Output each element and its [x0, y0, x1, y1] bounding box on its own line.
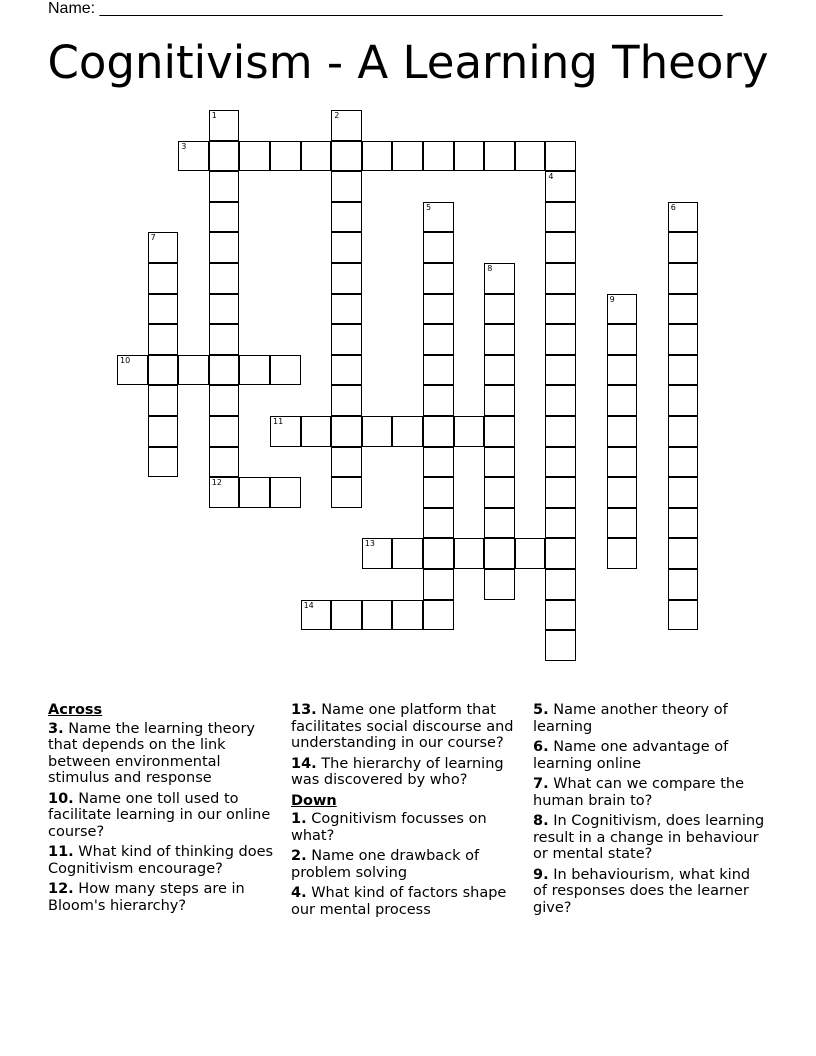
clue-text: How many steps are in Bloom's hierarchy?	[48, 881, 245, 914]
grid-cell[interactable]	[607, 324, 638, 355]
grid-cell[interactable]	[545, 569, 576, 600]
grid-cell[interactable]	[209, 141, 240, 172]
grid-cell[interactable]	[545, 447, 576, 478]
grid-cell[interactable]	[178, 141, 209, 172]
grid-cell[interactable]	[454, 141, 485, 172]
grid-cell[interactable]	[270, 416, 301, 447]
grid-cell[interactable]	[209, 385, 240, 416]
grid-cell[interactable]	[423, 600, 454, 631]
grid-cell[interactable]	[484, 385, 515, 416]
grid-cell[interactable]	[545, 630, 576, 661]
grid-cell[interactable]	[148, 416, 179, 447]
grid-cell[interactable]	[607, 447, 638, 478]
grid-cell[interactable]	[668, 508, 699, 539]
grid-cell[interactable]	[331, 416, 362, 447]
clue-text: What kind of thinking does Cognitivism encourage?	[48, 844, 274, 877]
name-field-label: Name: ______________________________________________________________________	[48, 0, 723, 17]
clue-text: Name one toll used to facilitate learning in our online course?	[48, 790, 271, 840]
clue-down-5	[533, 702, 765, 735]
grid-cell[interactable]	[545, 385, 576, 416]
clue-down-6	[533, 739, 765, 772]
clue-number-label: 8	[487, 264, 493, 273]
grid-cell[interactable]	[362, 538, 393, 569]
grid-cell[interactable]	[209, 110, 240, 141]
clue-number-label: 3	[181, 141, 187, 151]
grid-cell[interactable]	[545, 232, 576, 263]
grid-cell[interactable]	[331, 477, 362, 508]
grid-cell[interactable]	[301, 416, 332, 447]
grid-cell[interactable]	[545, 202, 576, 233]
clue-number-label: 10	[120, 355, 131, 365]
grid-cell[interactable]	[668, 263, 699, 294]
grid-cell[interactable]	[484, 294, 515, 325]
clue-across-11	[48, 844, 280, 877]
grid-cell[interactable]	[668, 447, 699, 478]
grid-cell[interactable]	[484, 141, 515, 172]
clue-text: In Cognitivism, does learning result in a change in behaviour or mental state?	[533, 813, 765, 862]
grid-cell[interactable]	[484, 477, 515, 508]
clue-number: 7.	[533, 776, 549, 792]
grid-cell[interactable]	[178, 355, 209, 386]
grid-cell[interactable]	[331, 355, 362, 386]
grid-cell[interactable]	[423, 538, 454, 569]
clue-text: In behaviourism, what kind of responses does the learner give?	[533, 866, 751, 916]
grid-cell[interactable]	[545, 538, 576, 569]
grid-cell[interactable]	[331, 202, 362, 233]
grid-cell[interactable]	[423, 447, 454, 478]
grid-cell[interactable]	[607, 294, 638, 325]
grid-cell[interactable]	[331, 294, 362, 325]
grid-cell[interactable]	[545, 477, 576, 508]
clue-text: What kind of factors shape our mental process	[291, 885, 507, 918]
grid-cell[interactable]	[545, 600, 576, 631]
grid-cell[interactable]	[362, 600, 393, 631]
grid-cell[interactable]	[423, 355, 454, 386]
grid-cell[interactable]	[209, 355, 240, 386]
clue-across-13	[291, 702, 523, 752]
grid-cell[interactable]	[209, 202, 240, 233]
grid-cell[interactable]	[209, 447, 240, 478]
grid-cell[interactable]	[423, 141, 454, 172]
grid-cell[interactable]	[148, 232, 179, 263]
grid-cell[interactable]	[331, 171, 362, 202]
clue-number-label: 14	[303, 600, 314, 610]
grid-cell[interactable]	[331, 110, 362, 141]
clue-across-12	[48, 881, 280, 914]
clue-number-label: 6	[670, 202, 676, 212]
grid-cell[interactable]	[423, 477, 454, 508]
grid-cell[interactable]	[331, 324, 362, 355]
clue-down-4	[291, 885, 523, 918]
grid-cell[interactable]	[331, 447, 362, 478]
grid-cell[interactable]	[607, 385, 638, 416]
across-heading: Across	[48, 702, 103, 718]
grid-cell[interactable]	[484, 538, 515, 569]
grid-cell[interactable]	[668, 202, 699, 233]
grid-cell[interactable]	[392, 416, 423, 447]
clue-number-label: 11	[273, 417, 284, 426]
grid-cell[interactable]	[362, 141, 393, 172]
grid-cell[interactable]	[668, 416, 699, 447]
grid-cell[interactable]	[484, 569, 515, 600]
grid-cell[interactable]	[545, 141, 576, 172]
grid-cell[interactable]	[331, 263, 362, 294]
grid-cell[interactable]	[423, 508, 454, 539]
clue-number: 11.	[48, 844, 74, 860]
grid-cell[interactable]	[668, 294, 699, 325]
grid-cell[interactable]	[515, 141, 546, 172]
clue-down-7	[533, 776, 765, 809]
grid-cell[interactable]	[545, 171, 576, 202]
grid-cell[interactable]	[668, 232, 699, 263]
grid-cell[interactable]	[270, 141, 301, 172]
grid-cell[interactable]	[668, 324, 699, 355]
page-title: Cognitivism - A Learning Theory	[47, 36, 769, 89]
grid-cell[interactable]	[423, 232, 454, 263]
grid-cell[interactable]	[423, 569, 454, 600]
grid-cell[interactable]	[484, 263, 515, 294]
grid-cell[interactable]	[607, 355, 638, 386]
grid-cell[interactable]	[392, 600, 423, 631]
grid-cell[interactable]	[270, 477, 301, 508]
grid-cell[interactable]	[668, 600, 699, 631]
clue-number-label: 9	[609, 294, 615, 304]
grid-cell[interactable]	[148, 263, 179, 294]
clue-text: What can we compare the human brain to?	[533, 776, 744, 809]
clue-number-label: 13	[364, 539, 375, 549]
grid-cell[interactable]	[209, 477, 240, 508]
clue-across-14	[291, 756, 523, 789]
grid-cell[interactable]	[607, 416, 638, 447]
grid-cell[interactable]	[607, 477, 638, 508]
grid-cell[interactable]	[209, 324, 240, 355]
clue-number: 4.	[291, 885, 307, 901]
grid-cell[interactable]	[301, 600, 332, 631]
clue-number-label: 4	[548, 172, 554, 182]
grid-cell[interactable]	[117, 355, 148, 386]
grid-cell[interactable]	[209, 232, 240, 263]
grid-cell[interactable]	[454, 416, 485, 447]
grid-cell[interactable]	[668, 385, 699, 416]
clue-number: 2.	[291, 848, 307, 864]
clue-across-3	[48, 721, 280, 787]
grid-cell[interactable]	[423, 416, 454, 447]
grid-cell[interactable]	[331, 232, 362, 263]
grid-cell[interactable]	[209, 416, 240, 447]
clue-number: 13.	[291, 702, 317, 718]
clue-number-label: 2	[334, 111, 340, 120]
grid-cell[interactable]	[545, 508, 576, 539]
grid-cell[interactable]	[423, 324, 454, 355]
grid-cell[interactable]	[362, 416, 393, 447]
grid-cell[interactable]	[148, 324, 179, 355]
grid-cell[interactable]	[392, 538, 423, 569]
grid-cell[interactable]	[484, 324, 515, 355]
grid-cell[interactable]	[668, 355, 699, 386]
grid-cell[interactable]	[668, 569, 699, 600]
grid-cell[interactable]	[454, 538, 485, 569]
clue-number-label: 7	[150, 233, 156, 243]
clue-number-label: 12	[211, 478, 222, 488]
grid-cell[interactable]	[331, 385, 362, 416]
grid-cell[interactable]	[239, 477, 270, 508]
grid-cell[interactable]	[209, 263, 240, 294]
grid-cell[interactable]	[331, 600, 362, 631]
grid-cell[interactable]	[484, 416, 515, 447]
clue-text: The hierarchy of learning was discovered by who?	[291, 755, 504, 788]
clue-number: 6.	[533, 739, 549, 755]
clue-number: 10.	[48, 790, 74, 807]
grid-cell[interactable]	[239, 355, 270, 386]
clue-number: 5.	[533, 702, 549, 718]
grid-cell[interactable]	[148, 355, 179, 386]
grid-cell[interactable]	[331, 141, 362, 172]
grid-cell[interactable]	[545, 416, 576, 447]
grid-cell[interactable]	[484, 508, 515, 539]
clue-number: 12.	[48, 881, 74, 897]
grid-cell[interactable]	[270, 355, 301, 386]
grid-cell[interactable]	[148, 385, 179, 416]
grid-cell[interactable]	[423, 294, 454, 325]
clue-number: 9.	[533, 866, 549, 883]
grid-cell[interactable]	[392, 141, 423, 172]
clue-down-8	[533, 813, 765, 863]
clue-number: 8.	[533, 813, 549, 829]
grid-cell[interactable]	[423, 202, 454, 233]
clue-down-1	[291, 811, 523, 844]
grid-cell[interactable]	[668, 477, 699, 508]
grid-cell[interactable]	[484, 447, 515, 478]
grid-cell[interactable]	[209, 294, 240, 325]
grid-cell[interactable]	[515, 538, 546, 569]
grid-cell[interactable]	[423, 385, 454, 416]
clue-number: 1.	[291, 811, 307, 827]
clue-number: 3.	[48, 720, 64, 737]
clue-text: Cognitivism focusses on what?	[291, 811, 487, 844]
clue-across-10	[48, 791, 280, 841]
grid-cell[interactable]	[301, 141, 332, 172]
grid-cell[interactable]	[545, 355, 576, 386]
clue-down-9	[533, 867, 765, 917]
clue-number-label: 5	[426, 202, 432, 212]
clues-column-3	[533, 702, 765, 920]
grid-cell[interactable]	[607, 508, 638, 539]
grid-cell[interactable]	[668, 538, 699, 569]
clue-text: Name the learning theory that depends on the link between environmental stimulus and response	[48, 720, 255, 786]
clue-number-label: 1	[211, 111, 217, 120]
grid-cell[interactable]	[545, 294, 576, 325]
grid-cell[interactable]	[607, 538, 638, 569]
clue-number: 14.	[291, 755, 317, 772]
clue-text: Name one advantage of learning online	[533, 739, 729, 772]
grid-cell[interactable]	[423, 263, 454, 294]
grid-cell[interactable]	[545, 324, 576, 355]
clues-column-1	[48, 702, 280, 918]
grid-cell[interactable]	[209, 171, 240, 202]
grid-cell[interactable]	[484, 355, 515, 386]
grid-cell[interactable]	[148, 294, 179, 325]
clues-column-2	[291, 702, 523, 922]
down-heading: Down	[291, 792, 337, 809]
grid-cell[interactable]	[148, 447, 179, 478]
clue-down-2	[291, 848, 523, 881]
clue-text: Name another theory of learning	[533, 702, 728, 735]
clue-text: Name one platform that facilitates social discourse and understanding in our course?	[291, 702, 514, 751]
grid-cell[interactable]	[239, 141, 270, 172]
grid-cell[interactable]	[545, 263, 576, 294]
clue-text: Name one drawback of problem solving	[291, 848, 480, 881]
